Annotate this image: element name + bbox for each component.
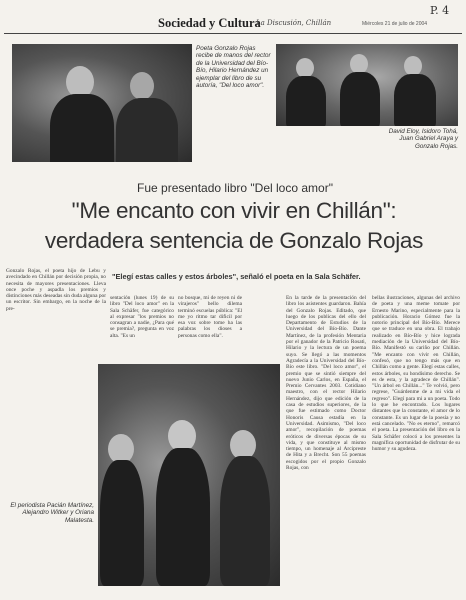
photo-top-left <box>12 44 192 162</box>
figure-head <box>130 72 154 100</box>
figure-body <box>116 98 178 162</box>
figure-body <box>340 72 380 126</box>
article-column-4: En la tarde de la presentación del libro los asistentes guardaron. Bahía del Gonzalo Rojas. Editado, que luego de los publicas del ello del Departamento de Estudios de la Universidad del Bío-Bío. Dante Martínez, de la profesión Mentaria por el ganador de la Patricio Rosati, Hilario y la lectura de un poema suyo. Se llegó a las momentos Agradecía a la Universidad del Bío-Bío este libro. "Del loco amor", el premio que se sintió siempre del nuevo Junio Carlos, en España, el Premio Cervantes 2003. Cotidiano maestro, con el rector Hilario Hernández, dijo que edición de la casa de estudios superiores, de la que fue estimado como Doctor Honoris Causa estadía en la Universidad. Asimismo, "Del loco amor", recopilación de poemas eróticos de diversas épocas de su vida, y que constituye al mismo tiempo, un homenaje al Arcipreste de Hita y a Brecht. Son 55 poemas escogidos por el propio Gonzalo Rojas, con <box>286 295 366 472</box>
figure-head <box>296 58 314 78</box>
article-headline-line1: "Me encanto con vivir en Chillán": <box>71 198 397 223</box>
page-mark: P. 4 <box>430 4 450 17</box>
photo-top-right-caption: David Eloy, Isidoro Tohá, Juan Gabriel Araya y Gonzalo Rojas. <box>388 128 458 150</box>
photo-top-left-caption: Poeta Gonzalo Rojas recibe de manos del rector de la Universidad del Bío-Bío, Hilario Hernández un ejemplar del libro de su autoría, "Del loco amor". <box>196 45 271 90</box>
header-rule <box>4 33 462 34</box>
figure-body <box>220 456 270 586</box>
figure-body <box>394 74 436 126</box>
article-column-2: sentación (lunes 19) de su libro "Del loco amor" en la Sala Schäfer, fue categórico al expresar "los premios no consagran a nadie, ¿Para qué se premia?, pregunta en voz alta. "Es un <box>110 295 174 339</box>
figure-head <box>350 54 368 74</box>
figure-body <box>100 460 144 586</box>
newspaper-name: La Discusión, Chillán <box>256 19 332 27</box>
article-subheadline: "Elegí estas calles y estos árboles", señaló el poeta en la Sala Schäfer. <box>112 272 361 281</box>
article-column-5: bellas ilustraciones, algunas del archivo de poeta y una meme tomate por Ernesto Marino, especialmente para la publicación. Horacio Gómez fue la notorio principal del Bío-Bío. Merece que se traduce en una obra. El trabajo realizado en Bío-Bío y hice lograda mediación de la Universidad del Bío-Bío. Manifestó su cariño por Chillán. "Me encanto con vivir en Chillán, confesó, que no tengo más que en Chillán como a gente. Elegí estas calles, estos árboles, su hondísimo derecho. Se es de esta, y la agradece de Chillán". "Un árbol en Chillán..." Te volvió, pero regrese, "Guárdenme de a mi vida el regreso". Elegí para mi a un poeta. Todo lo que he encontrado. Los lugares distantes que la constante, el amor de lo constante. Es un lugar de la poesía y no está cancelado. "No es eterno", remarcó el poeta. La presentación del libro en la Sala Schäfer colocó a los presentes la magnífica oportunidad de disfrutar de su humor y su agudeza. <box>372 295 460 453</box>
photo-bottom <box>98 364 280 586</box>
photo-bottom-caption: El periodista Pacián Martínez, Alejandro Witker y Oriana Malatesta. <box>10 502 94 524</box>
figure-body <box>286 76 326 126</box>
figure-head <box>404 56 422 76</box>
article-column-3: no bosque, mi de reyen ni de virajeros" bello dilema terminó escuelas pública: "El me yo ritmo tar dificil por esa voz sobre tome ha las palabras los dioses a personas como ella". <box>178 295 242 339</box>
article-kicker: Fue presentado libro "Del loco amor" <box>137 181 333 195</box>
issue-date: Miércoles 21 de julio de 2004 <box>362 21 428 27</box>
section-title: Sociedad y Cultura <box>158 16 261 30</box>
article-headline-line2: verdadera sentencia de Gonzalo Rojas <box>44 228 424 253</box>
photo-top-right <box>276 44 458 126</box>
figure-body <box>50 94 114 162</box>
article-column-1: Gonzalo Rojas, el poeta hijo de Lebu y avecindado en Chillán por decisión propia, no necesita de mayores presentaciones. Lleva once poche y aspadla los premios y distinciones más deseadas sin duda alguna por un escritor. Sin embargo, en la noche de la pre- <box>6 268 106 312</box>
figure-body <box>156 448 210 586</box>
